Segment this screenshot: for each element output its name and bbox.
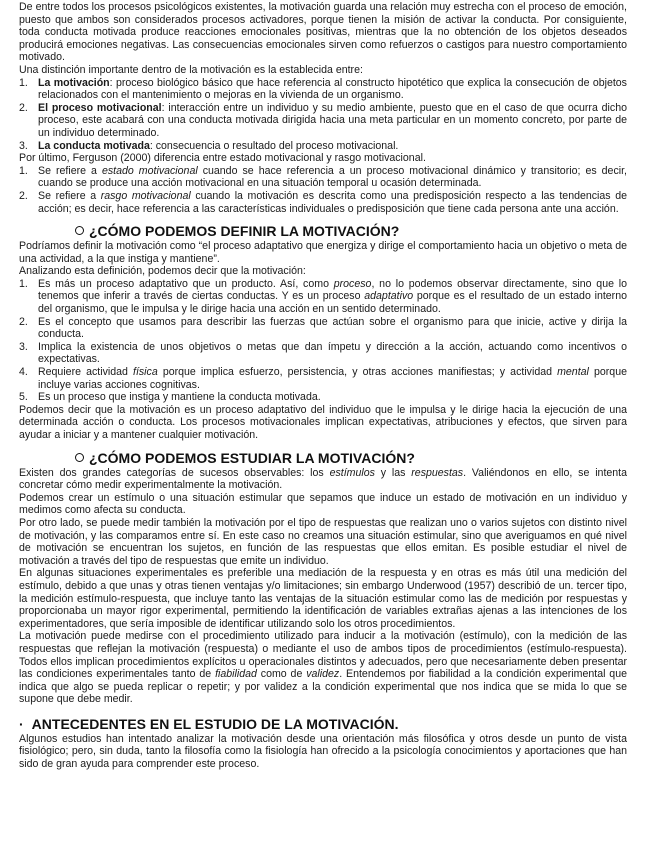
- section-heading-estudiar: ¿CÓMO PODEMOS ESTUDIAR LA MOTIVACIÓN?: [19, 450, 627, 467]
- summary-paragraph: Podemos decir que la motivación es un proceso adaptativo del individuo que le impulsa y le dirige hacia la ejecución de una determinada acción o conducta. Los procesos motivacionales implican expectativas, atribuciones y efectos, que sirven para ayudar a iniciar y a mantener cualquier motivación.: [19, 403, 627, 441]
- circle-bullet-icon: [75, 453, 84, 462]
- analysis-list: [19, 278, 627, 404]
- term: El proceso motivacional: [38, 101, 162, 114]
- analysis-intro: Analizando esta definición, podemos decir que la motivación:: [19, 265, 306, 278]
- list-item: 1. Se refiere a estado motivacional cuando se hace referencia a un proceso motivacional dinámico y transitorio; es decir, cuando se produce una acción motivacional en una situación temporal u ocasión determinada.: [19, 164, 627, 190]
- bullet-icon: ·: [19, 715, 24, 732]
- item-number: 3.: [19, 139, 28, 152]
- paragraph: Podemos crear un estímulo o una situación estimular que sepamos que induce un estado de motivación en un individuo y medimos como afecta su conducta.: [19, 491, 627, 517]
- term: La conducta motivada: [38, 139, 150, 152]
- list-item: 2. Es el concepto que usamos para describir las fuerzas que actúan sobre el organismo para que inicie, active y dirija la conducta.: [19, 315, 627, 341]
- list-item: 1. Es más un proceso adaptativo que un producto. Así, como proceso, no lo podemos observar directamente, sino que lo tenemos que inferir a través de ciertas conductas. Y es un proceso adaptativo porque es el resultado de un estado interno del organismo, que le impulsa y le dirige hacia una acción en un sentido determinado.: [19, 277, 628, 316]
- list-item: 3. Implica la existencia de unos objetivos o metas que dan ímpetu y dirección a la acción, actuando como incentivos o expectativas.: [19, 340, 627, 366]
- list-item: 3. La conducta motivada: consecuencia o resultado del proceso motivacional.: [19, 139, 399, 152]
- section-heading-definir: ¿CÓMO PODEMOS DEFINIR LA MOTIVACIÓN?: [19, 223, 627, 240]
- circle-bullet-icon: [75, 226, 84, 235]
- item-number: 1.: [19, 76, 28, 89]
- intro-paragraph: De entre todos los procesos psicológicos existentes, la motivación guarda una relación muy estrecha con el proceso de emoción, puesto que ambos son considerados procesos activadores, porque tienen la misión de activar la conducta. Por consiguiente, toda conducta motivada produce reacciones emocionales positivas, mientras que la no obtención de los objetos deseados producirá emociones negativas. Las consecuencias emocionales sirven como refuerzos o castigos para nuestro comportamiento motivado.: [19, 1, 627, 64]
- paragraph: Algunos estudios han intentado analizar la motivación desde una orientación más filosófica y otros desde un punto de vista fisiológico; pero, sin duda, tanto la filosofía como la fisiología han ofrecido a la psicología conocimientos y aportaciones que han sido de gran ayuda para comprender este proceso.: [19, 732, 627, 771]
- list-item: 5. Es un proceso que instiga y mantiene la conducta motivada.: [19, 391, 321, 404]
- ferguson-list: [19, 165, 627, 215]
- ferguson-paragraph: Por último, Ferguson (2000) diferencia entre estado motivacional y rasgo motivacional.: [19, 152, 426, 165]
- definition-paragraph: Podríamos definir la motivación como “el proceso adaptativo que energiza y dirige el comportamiento hacia un objetivo o meta de una actividad, a la que instiga y mantiene”.: [19, 240, 627, 265]
- paragraph: Por otro lado, se puede medir también la motivación por el tipo de respuestas que realizan uno o varios sujetos con distinto nivel de motivación, y las comparamos entre sí. En este caso no creamos una situación estimular, sino que averiguamos en qué nivel de motivación se encuentran los sujetos, en función de las respuestas que ellos emitan. Es posible estudiar el nivel de motivación a través del tipo de respuestas que emite un individuo.: [19, 516, 627, 567]
- paragraph: En algunas situaciones experimentales es preferible una mediación de la respuesta y en otras es más útil una medición del estímulo, debido a que unas y otras tienen ventajas y/o limitaciones; sin embargo Underwood (1957) describió de un. tercer tipo, la medición estímulo-respuesta, que incluye tanto las ventajas de la situación estimular como las de medición por respuestas y proporcionaba un mayor rigor experimental, permitiendo la identificación de variables extrañas ajenas a las intenciones de los experimentadores, que sería imposible de identificar utilizando solo los otros procedimientos.: [19, 567, 627, 630]
- list-item: 4. Requiere actividad física porque implica esfuerzo, persistencia, y otras acciones manifiestas; y actividad mental porque incluye varias acciones cognitivas.: [19, 366, 627, 391]
- distinction-list: [19, 77, 627, 153]
- item-number: 2.: [19, 101, 28, 114]
- paragraph: Existen dos grandes categorías de sucesos observables: los estímulos y las respuestas. Valiéndonos en ello, se intenta concretar cómo medir experimentalmente la motivación.: [19, 466, 627, 492]
- paragraph: La motivación puede medirse con el procedimiento utilizado para inducir a la motivación (estímulo), con la medición de las respuestas que reflejan la motivación (respuesta) o mediante el uso de ambos tipos de procedimientos (estímulo-respuesta). Todos ellos implican procedimientos explícitos u operacionales distintos y adecuados, pero que necesariamente deben presentar las condiciones experimentales tanto de fiabilidad como de validez. Entendemos por fiabilidad a la condición experimental que indica que algo se pueda replicar o repetir; y por validez a la condición experimental que nos indica que se mida lo que se supone que debe medir.: [19, 630, 627, 706]
- term: La motivación: [38, 76, 110, 89]
- section-heading-antecedentes: · ANTECEDENTES EN EL ESTUDIO DE LA MOTIVACIÓN.: [19, 715, 399, 732]
- intro-distinction: Una distinción importante dentro de la motivación es la establecida entre:: [19, 63, 363, 76]
- list-item: 2. Se refiere a rasgo motivacional cuando la motivación es descrita como una predisposición respecto a las tendencias de acción; es decir, hace referencia a las características individuales o predisposición que tiene cada persona ante una acción.: [19, 189, 627, 215]
- list-item: 1. La motivación: proceso biológico básico que hace referencia al constructo hipotético que explica la consecución de objetos relacionados con el mantenimiento o mejoras en la vivienda de un organismo.: [19, 76, 627, 102]
- list-item: 2. El proceso motivacional: interacción entre un individuo y su medio ambiente, puesto que en el caso de que ocurra dicho proceso, este acabará con una conducta motivada dirigida hacia una meta particular en un momento concreto, por parte de un individuo determinado.: [19, 101, 627, 139]
